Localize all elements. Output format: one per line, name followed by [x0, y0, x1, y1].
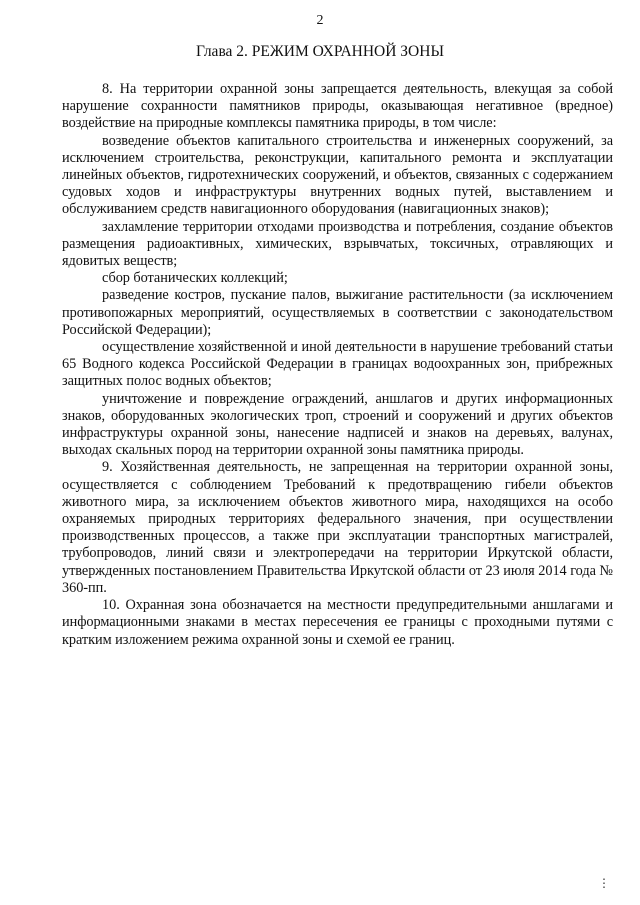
paragraph-water-code: осуществление хозяйственной и иной деятельности в нарушение требований статьи 65 Водного кодекса Российской Федерации в границах водоохранных зон, прибрежных защитных полос водных объектов; — [62, 339, 613, 390]
paragraph-10: 10. Охранная зона обозначается на местности предупредительными аншлагами и информационными знаками в местах пересечения ее границы с проходными путями с кратким изложением режима охранной зоны и схемой ее границ. — [62, 597, 613, 648]
body-text — [62, 81, 613, 649]
chapter-title: Глава 2. РЕЖИМ ОХРАННОЙ ЗОНЫ — [196, 43, 444, 60]
paragraph-fires: разведение костров, пускание палов, выжигание растительности (за исключением противопожарных мероприятий, осуществляемых в соответствии с законодательством Российской Федерации); — [62, 287, 613, 338]
page-number: 2 — [316, 13, 324, 28]
paragraph-9: 9. Хозяйственная деятельность, не запрещенная на территории охранной зоны, осуществляется с соблюдением Требований к предотвращению гибели объектов животного мира, за исключением объектов животного мира, находящихся на особо охраняемых природных территориях федерального значения, при осуществлении производственных процессов, а также при эксплуатации транспортных магистралей, трубопроводов, линий связи и электропередачи на территории Иркутской области, утвержденных постановлением Правительства Иркутской области от 23 июля 2014 года № 360-пп. — [62, 459, 613, 596]
paragraph-destruction: уничтожение и повреждение ограждений, аншлагов и других информационных знаков, оборудованных экологических троп, строений и сооружений и других объектов инфраструктуры охранной зоны, нанесение надписей и знаков на деревьях, валунах, выходах скальных пород на территории охранной зоны памятника природы. — [62, 390, 613, 459]
paragraph-waste: захламление территории отходами производства и потребления, создание объектов размещения радиоактивных, химических, взрывчатых, токсичных, отравляющих и ядовитых веществ; — [62, 218, 613, 270]
paragraph-8: 8. На территории охранной зоны запрещается деятельность, влекущая за собой нарушение сохранности памятников природы, оказывающая негативное (вредное) воздействие на природные комплексы памятника природы, в том числе: — [62, 81, 613, 132]
paragraph-construction: возведение объектов капитального строительства и инженерных сооружений, за исключением строительства, реконструкции, капитального ремонта и эксплуатации линейных объектов, гидротехнических сооружений, и объектов, связанных с содержанием судовых ходов и инфраструктуры внутренних водных путей, выставлением и обслуживанием средств навигационного оборудования (навигационных знаков); — [62, 132, 613, 218]
scan-mark-icon: ⋮ — [598, 876, 610, 890]
paragraph-botanical: сбор ботанических коллекций; — [102, 270, 288, 287]
